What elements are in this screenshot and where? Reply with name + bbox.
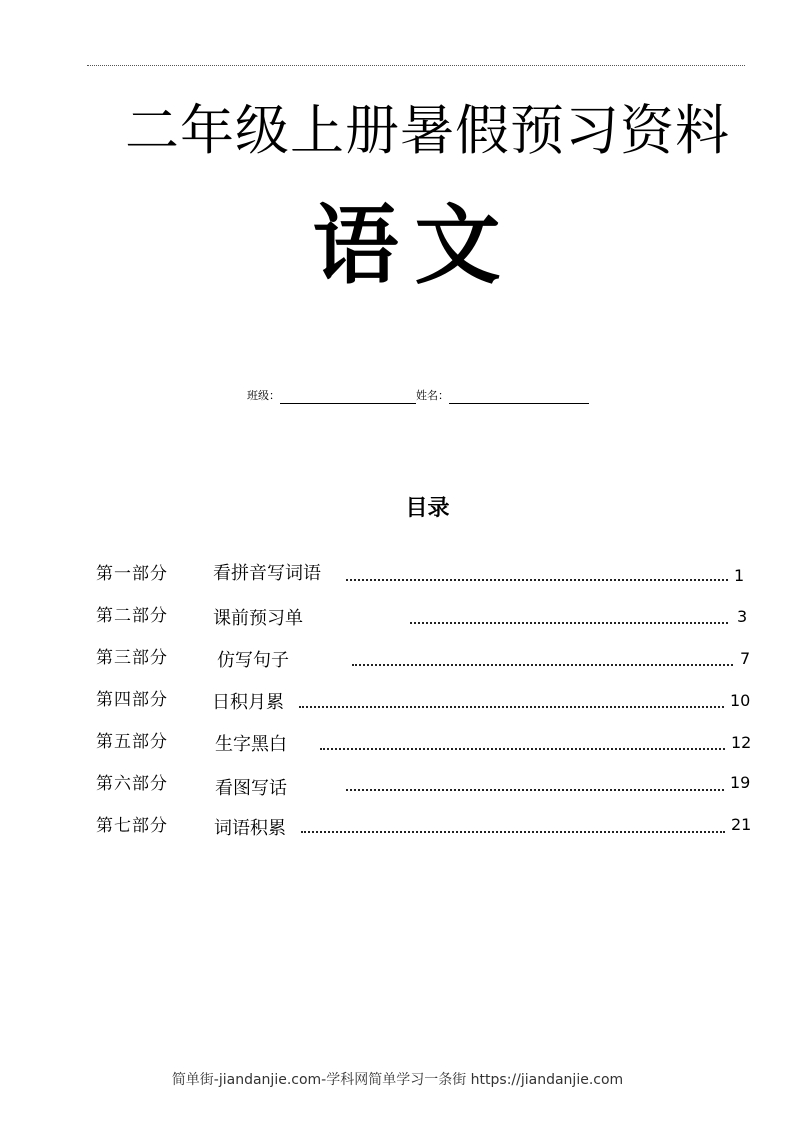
toc-leader-dots	[410, 622, 728, 624]
toc-page-number: 21	[731, 815, 752, 834]
toc-heading: 目录	[405, 496, 450, 521]
toc-leader-dots	[299, 706, 724, 708]
toc-entry-title: 日积月累	[212, 692, 284, 713]
toc-page-number: 7	[740, 649, 751, 668]
student-info-line	[247, 388, 589, 404]
toc-entry	[96, 644, 756, 686]
toc-entry-title: 看图写话	[215, 778, 287, 799]
toc-page-number: 1	[734, 566, 745, 585]
toc-leader-dots	[346, 789, 724, 791]
document-title: 二年级上册暑假预习资料	[125, 99, 730, 162]
toc-entry-title: 课前预习单	[213, 608, 303, 629]
toc-part-number: 第四部分	[96, 690, 168, 710]
toc-entry-title: 看拼音写词语	[213, 563, 321, 584]
footer-watermark: 简单街-jiandanjie.com-学科网简单学习一条街 https://jiandanjie.com	[171, 1072, 624, 1088]
name-label: 姓名：	[416, 389, 449, 402]
toc-part-number: 第三部分	[96, 648, 168, 668]
toc-page-number: 10	[730, 691, 751, 710]
class-label: 班级：	[247, 389, 280, 402]
toc-entry	[96, 602, 756, 644]
toc-part-number: 第六部分	[96, 774, 168, 794]
toc-entry	[96, 770, 756, 812]
table-of-contents	[96, 560, 756, 854]
toc-part-number: 第一部分	[96, 564, 168, 584]
toc-entry	[96, 686, 756, 728]
class-blank	[280, 391, 416, 404]
name-blank	[449, 391, 589, 404]
toc-page-number: 12	[731, 733, 752, 752]
toc-part-number: 第五部分	[96, 732, 168, 752]
toc-entry-title: 生字黑白	[215, 734, 287, 755]
toc-entry	[96, 812, 756, 854]
toc-entry-title: 仿写句子	[217, 650, 289, 671]
toc-page-number: 3	[737, 607, 748, 626]
subject-title: 语文	[312, 195, 517, 296]
toc-leader-dots	[346, 579, 728, 581]
toc-entry	[96, 728, 756, 770]
toc-leader-dots	[301, 831, 725, 833]
toc-leader-dots	[320, 748, 725, 750]
toc-part-number: 第二部分	[96, 606, 168, 626]
toc-page-number: 19	[730, 773, 751, 792]
toc-part-number: 第七部分	[96, 816, 168, 836]
header-divider	[87, 65, 745, 66]
toc-entry	[96, 560, 756, 602]
toc-entry-title: 词语积累	[214, 818, 286, 839]
toc-leader-dots	[352, 664, 733, 666]
